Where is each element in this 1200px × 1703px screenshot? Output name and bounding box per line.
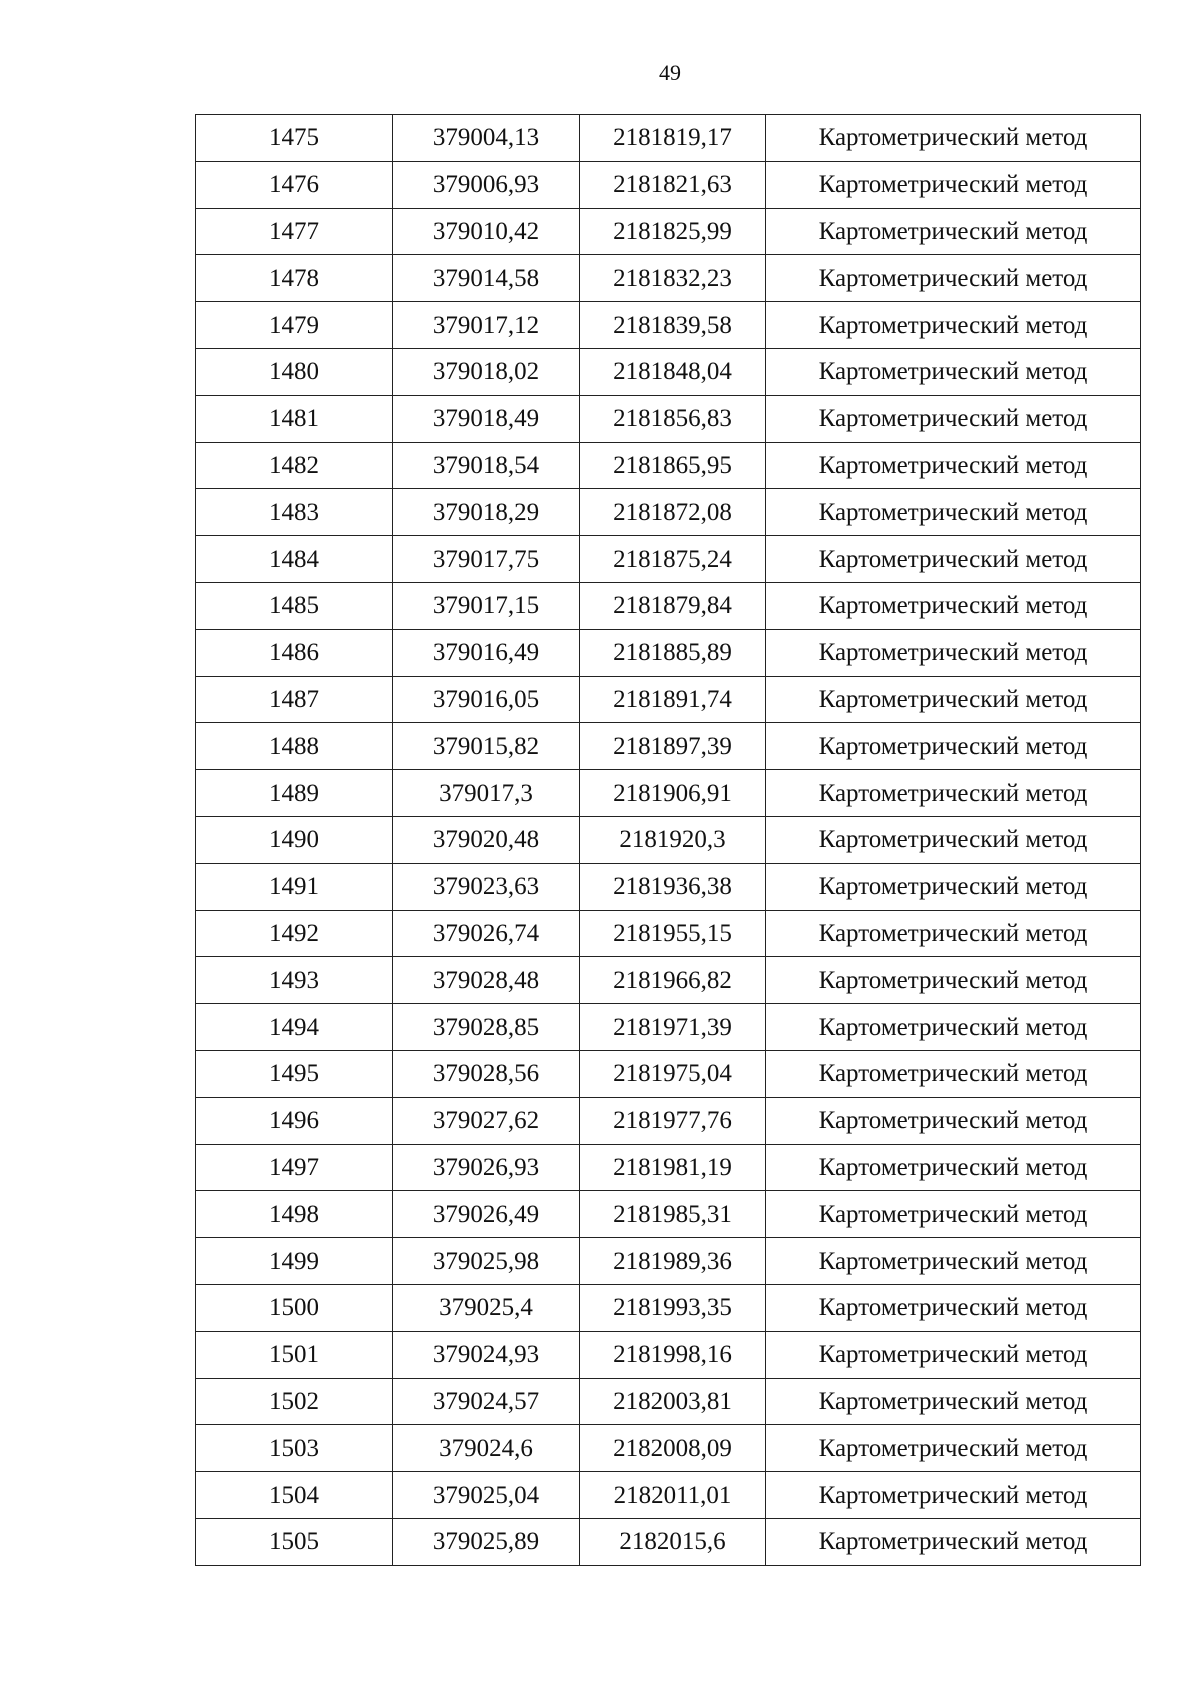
x-coordinate-cell: 379024,6: [393, 1425, 580, 1472]
x-coordinate-cell: 379028,85: [393, 1004, 580, 1051]
table-row: [196, 582, 1141, 629]
method-cell: Картометрический метод: [766, 629, 1141, 676]
point-number-cell: 1501: [196, 1331, 393, 1378]
table-row: [196, 816, 1141, 863]
point-number-cell: 1481: [196, 395, 393, 442]
method-cell: Картометрический метод: [766, 1425, 1141, 1472]
method-cell: Картометрический метод: [766, 208, 1141, 255]
table-row: [196, 910, 1141, 957]
point-number-cell: 1500: [196, 1284, 393, 1331]
method-cell: Картометрический метод: [766, 723, 1141, 770]
y-coordinate-cell: 2182003,81: [580, 1378, 766, 1425]
table-row: [196, 442, 1141, 489]
y-coordinate-cell: 2181825,99: [580, 208, 766, 255]
y-coordinate-cell: 2181981,19: [580, 1144, 766, 1191]
method-cell: Картометрический метод: [766, 1331, 1141, 1378]
point-number-cell: 1493: [196, 957, 393, 1004]
x-coordinate-cell: 379006,93: [393, 161, 580, 208]
x-coordinate-cell: 379018,02: [393, 348, 580, 395]
y-coordinate-cell: 2181906,91: [580, 770, 766, 817]
method-cell: Картометрический метод: [766, 1238, 1141, 1285]
method-cell: Картометрический метод: [766, 255, 1141, 302]
method-cell: Картометрический метод: [766, 770, 1141, 817]
y-coordinate-cell: 2181839,58: [580, 302, 766, 349]
table-row: [196, 395, 1141, 442]
point-number-cell: 1480: [196, 348, 393, 395]
point-number-cell: 1475: [196, 115, 393, 162]
method-cell: Картометрический метод: [766, 816, 1141, 863]
x-coordinate-cell: 379016,49: [393, 629, 580, 676]
y-coordinate-cell: 2181998,16: [580, 1331, 766, 1378]
x-coordinate-cell: 379026,49: [393, 1191, 580, 1238]
x-coordinate-cell: 379014,58: [393, 255, 580, 302]
point-number-cell: 1490: [196, 816, 393, 863]
y-coordinate-cell: 2181936,38: [580, 863, 766, 910]
y-coordinate-cell: 2181955,15: [580, 910, 766, 957]
table-row: [196, 1425, 1141, 1472]
table-row: [196, 1518, 1141, 1565]
point-number-cell: 1488: [196, 723, 393, 770]
x-coordinate-cell: 379025,4: [393, 1284, 580, 1331]
y-coordinate-cell: 2181975,04: [580, 1050, 766, 1097]
x-coordinate-cell: 379025,89: [393, 1518, 580, 1565]
table-row: [196, 723, 1141, 770]
method-cell: Картометрический метод: [766, 1097, 1141, 1144]
point-number-cell: 1485: [196, 582, 393, 629]
y-coordinate-cell: 2181985,31: [580, 1191, 766, 1238]
coordinates-table-body: [196, 115, 1141, 1566]
y-coordinate-cell: 2181865,95: [580, 442, 766, 489]
table-row: [196, 1378, 1141, 1425]
point-number-cell: 1478: [196, 255, 393, 302]
table-row: [196, 1144, 1141, 1191]
y-coordinate-cell: 2182011,01: [580, 1472, 766, 1519]
table-row: [196, 1050, 1141, 1097]
point-number-cell: 1476: [196, 161, 393, 208]
x-coordinate-cell: 379020,48: [393, 816, 580, 863]
table-row: [196, 489, 1141, 536]
table-row: [196, 629, 1141, 676]
table-row: [196, 1191, 1141, 1238]
point-number-cell: 1491: [196, 863, 393, 910]
method-cell: Картометрический метод: [766, 1284, 1141, 1331]
table-row: [196, 1472, 1141, 1519]
x-coordinate-cell: 379017,15: [393, 582, 580, 629]
x-coordinate-cell: 379017,12: [393, 302, 580, 349]
point-number-cell: 1482: [196, 442, 393, 489]
table-row: [196, 255, 1141, 302]
x-coordinate-cell: 379024,93: [393, 1331, 580, 1378]
table-row: [196, 770, 1141, 817]
point-number-cell: 1502: [196, 1378, 393, 1425]
method-cell: Картометрический метод: [766, 863, 1141, 910]
method-cell: Картометрический метод: [766, 395, 1141, 442]
y-coordinate-cell: 2182008,09: [580, 1425, 766, 1472]
y-coordinate-cell: 2181848,04: [580, 348, 766, 395]
method-cell: Картометрический метод: [766, 302, 1141, 349]
x-coordinate-cell: 379018,29: [393, 489, 580, 536]
y-coordinate-cell: 2181872,08: [580, 489, 766, 536]
table-row: [196, 302, 1141, 349]
method-cell: Картометрический метод: [766, 536, 1141, 583]
method-cell: Картометрический метод: [766, 1191, 1141, 1238]
point-number-cell: 1486: [196, 629, 393, 676]
x-coordinate-cell: 379028,56: [393, 1050, 580, 1097]
point-number-cell: 1494: [196, 1004, 393, 1051]
y-coordinate-cell: 2181977,76: [580, 1097, 766, 1144]
point-number-cell: 1505: [196, 1518, 393, 1565]
method-cell: Картометрический метод: [766, 161, 1141, 208]
point-number-cell: 1496: [196, 1097, 393, 1144]
method-cell: Картометрический метод: [766, 489, 1141, 536]
point-number-cell: 1497: [196, 1144, 393, 1191]
point-number-cell: 1484: [196, 536, 393, 583]
method-cell: Картометрический метод: [766, 1004, 1141, 1051]
method-cell: Картометрический метод: [766, 1472, 1141, 1519]
x-coordinate-cell: 379017,75: [393, 536, 580, 583]
method-cell: Картометрический метод: [766, 582, 1141, 629]
y-coordinate-cell: 2181879,84: [580, 582, 766, 629]
y-coordinate-cell: 2181920,3: [580, 816, 766, 863]
table-row: [196, 1004, 1141, 1051]
method-cell: Картометрический метод: [766, 676, 1141, 723]
method-cell: Картометрический метод: [766, 1378, 1141, 1425]
point-number-cell: 1489: [196, 770, 393, 817]
method-cell: Картометрический метод: [766, 1050, 1141, 1097]
method-cell: Картометрический метод: [766, 957, 1141, 1004]
x-coordinate-cell: 379023,63: [393, 863, 580, 910]
x-coordinate-cell: 379010,42: [393, 208, 580, 255]
point-number-cell: 1503: [196, 1425, 393, 1472]
point-number-cell: 1499: [196, 1238, 393, 1285]
method-cell: Картометрический метод: [766, 910, 1141, 957]
table-row: [196, 1238, 1141, 1285]
point-number-cell: 1479: [196, 302, 393, 349]
point-number-cell: 1504: [196, 1472, 393, 1519]
y-coordinate-cell: 2181819,17: [580, 115, 766, 162]
x-coordinate-cell: 379026,74: [393, 910, 580, 957]
table-row: [196, 208, 1141, 255]
table-row: [196, 348, 1141, 395]
method-cell: Картометрический метод: [766, 348, 1141, 395]
y-coordinate-cell: 2181885,89: [580, 629, 766, 676]
y-coordinate-cell: 2181856,83: [580, 395, 766, 442]
x-coordinate-cell: 379015,82: [393, 723, 580, 770]
x-coordinate-cell: 379027,62: [393, 1097, 580, 1144]
method-cell: Картометрический метод: [766, 1144, 1141, 1191]
y-coordinate-cell: 2181971,39: [580, 1004, 766, 1051]
y-coordinate-cell: 2181897,39: [580, 723, 766, 770]
coordinates-table: [195, 114, 1141, 1566]
table-row: [196, 1331, 1141, 1378]
x-coordinate-cell: 379028,48: [393, 957, 580, 1004]
table-row: [196, 1284, 1141, 1331]
page-number: 49: [659, 60, 681, 85]
y-coordinate-cell: 2181993,35: [580, 1284, 766, 1331]
method-cell: Картометрический метод: [766, 1518, 1141, 1565]
table-row: [196, 161, 1141, 208]
method-cell: Картометрический метод: [766, 442, 1141, 489]
point-number-cell: 1477: [196, 208, 393, 255]
table-row: [196, 1097, 1141, 1144]
point-number-cell: 1483: [196, 489, 393, 536]
table-row: [196, 863, 1141, 910]
y-coordinate-cell: 2181821,63: [580, 161, 766, 208]
y-coordinate-cell: 2181875,24: [580, 536, 766, 583]
point-number-cell: 1492: [196, 910, 393, 957]
table-row: [196, 115, 1141, 162]
table-row: [196, 957, 1141, 1004]
y-coordinate-cell: 2181966,82: [580, 957, 766, 1004]
x-coordinate-cell: 379016,05: [393, 676, 580, 723]
x-coordinate-cell: 379025,98: [393, 1238, 580, 1285]
point-number-cell: 1495: [196, 1050, 393, 1097]
table-row: [196, 676, 1141, 723]
x-coordinate-cell: 379018,54: [393, 442, 580, 489]
point-number-cell: 1487: [196, 676, 393, 723]
table-row: [196, 536, 1141, 583]
point-number-cell: 1498: [196, 1191, 393, 1238]
method-cell: Картометрический метод: [766, 115, 1141, 162]
x-coordinate-cell: 379004,13: [393, 115, 580, 162]
x-coordinate-cell: 379024,57: [393, 1378, 580, 1425]
x-coordinate-cell: 379026,93: [393, 1144, 580, 1191]
x-coordinate-cell: 379018,49: [393, 395, 580, 442]
y-coordinate-cell: 2182015,6: [580, 1518, 766, 1565]
y-coordinate-cell: 2181989,36: [580, 1238, 766, 1285]
y-coordinate-cell: 2181891,74: [580, 676, 766, 723]
x-coordinate-cell: 379025,04: [393, 1472, 580, 1519]
x-coordinate-cell: 379017,3: [393, 770, 580, 817]
y-coordinate-cell: 2181832,23: [580, 255, 766, 302]
